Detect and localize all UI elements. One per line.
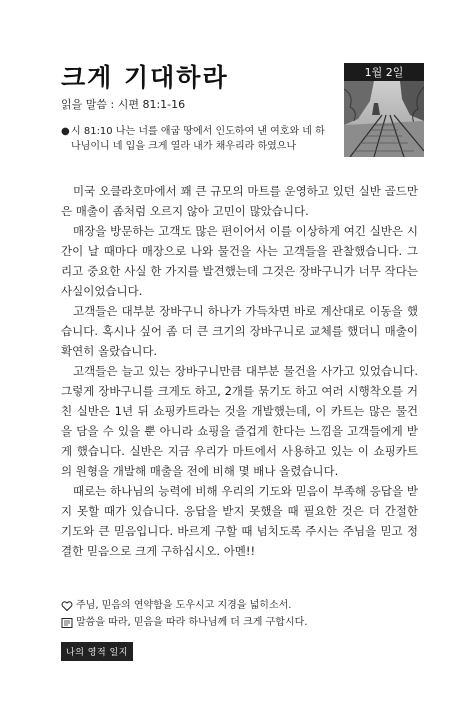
devotional-body: [61, 181, 418, 561]
paragraph-2: 매장을 방문하는 고객도 많은 편이어서 이를 이상하게 여긴 실반은 시간이 날 때마다 매장으로 나와 물건을 사는 고객들을 관찰했습니다. 그리고 중요한 사실 한 가지를 발견했는데 그것은 장바구니가 너무 작다는 사실이었습니다.: [61, 224, 418, 298]
reading-reference: 읽을 말씀 : 시편 81:1-16: [61, 98, 186, 111]
prayer-line: [61, 597, 307, 614]
paragraph-1: 미국 오클라호마에서 꽤 큰 규모의 마트를 운영하고 있던 실반 골드만은 매출이 좀처럼 오르지 않아 고민이 많았습니다.: [61, 184, 418, 218]
key-verse: [61, 124, 331, 154]
journal-label: 나의 영적 일지: [61, 642, 133, 661]
date-badge: 1월 2일: [344, 63, 424, 81]
application-text: 말씀을 따라, 믿음을 따라 하나님께 더 크게 구합시다.: [76, 617, 308, 628]
railway-photo: [344, 81, 424, 157]
paragraph-3: 고객들은 대부분 장바구니 하나가 가득차면 바로 계산대로 이동을 했습니다. 혹시나 싶어 좀 더 큰 크기의 장바구니로 교체를 했더니 매출이 확연히 올랐습니다.: [61, 304, 418, 358]
book-icon: [61, 617, 73, 629]
prayer-text: 주님, 믿음의 연약함을 도우시고 지경을 넓히소서.: [76, 600, 292, 611]
application-line: [61, 614, 307, 631]
prayer-section: [61, 597, 307, 631]
heart-icon: [61, 600, 73, 612]
paragraph-5: 때로는 하나님의 능력에 비해 우리의 기도와 믿음이 부족해 응답을 받지 못할 때가 있습니다. 응답을 받지 못했을 때 필요한 것은 더 간절한 기도와 큰 믿음입니다. 바르게 구할 때 넘치도록 주시는 주님을 믿고 정결한 믿음으로 크게 구하십시오. 아멘!!: [61, 484, 418, 558]
page-title: 크게 기대하라: [61, 63, 229, 92]
verse-text: 시 81:10 나는 너를 애굽 땅에서 인도하여 낸 여호와 네 하나님이니 네 입을 크게 열라 내가 채우리라 하였으나: [71, 126, 325, 152]
verse-bullet: ●: [61, 126, 70, 137]
paragraph-4: 고객들은 늘고 있는 장바구니만큼 대부분 물건을 사가고 있었습니다. 그렇게 장바구니를 크게도 하고, 2개를 묶기도 하고 여러 시행착오를 거친 실반은 1년 뒤 쇼핑카트라는 것을 개발했는데, 이 카트는 많은 물건을 담을 수 있을 뿐 아니라 쇼핑을 즐겁게 한다는 느낌을 고객들에게 받게 했습니다. 실반은 지금 우리가 마트에서 사용하고 있는 이 쇼핑카트의 원형을 개발해 매출을 전에 비해 몇 배나 올렸습니다.: [61, 364, 418, 478]
